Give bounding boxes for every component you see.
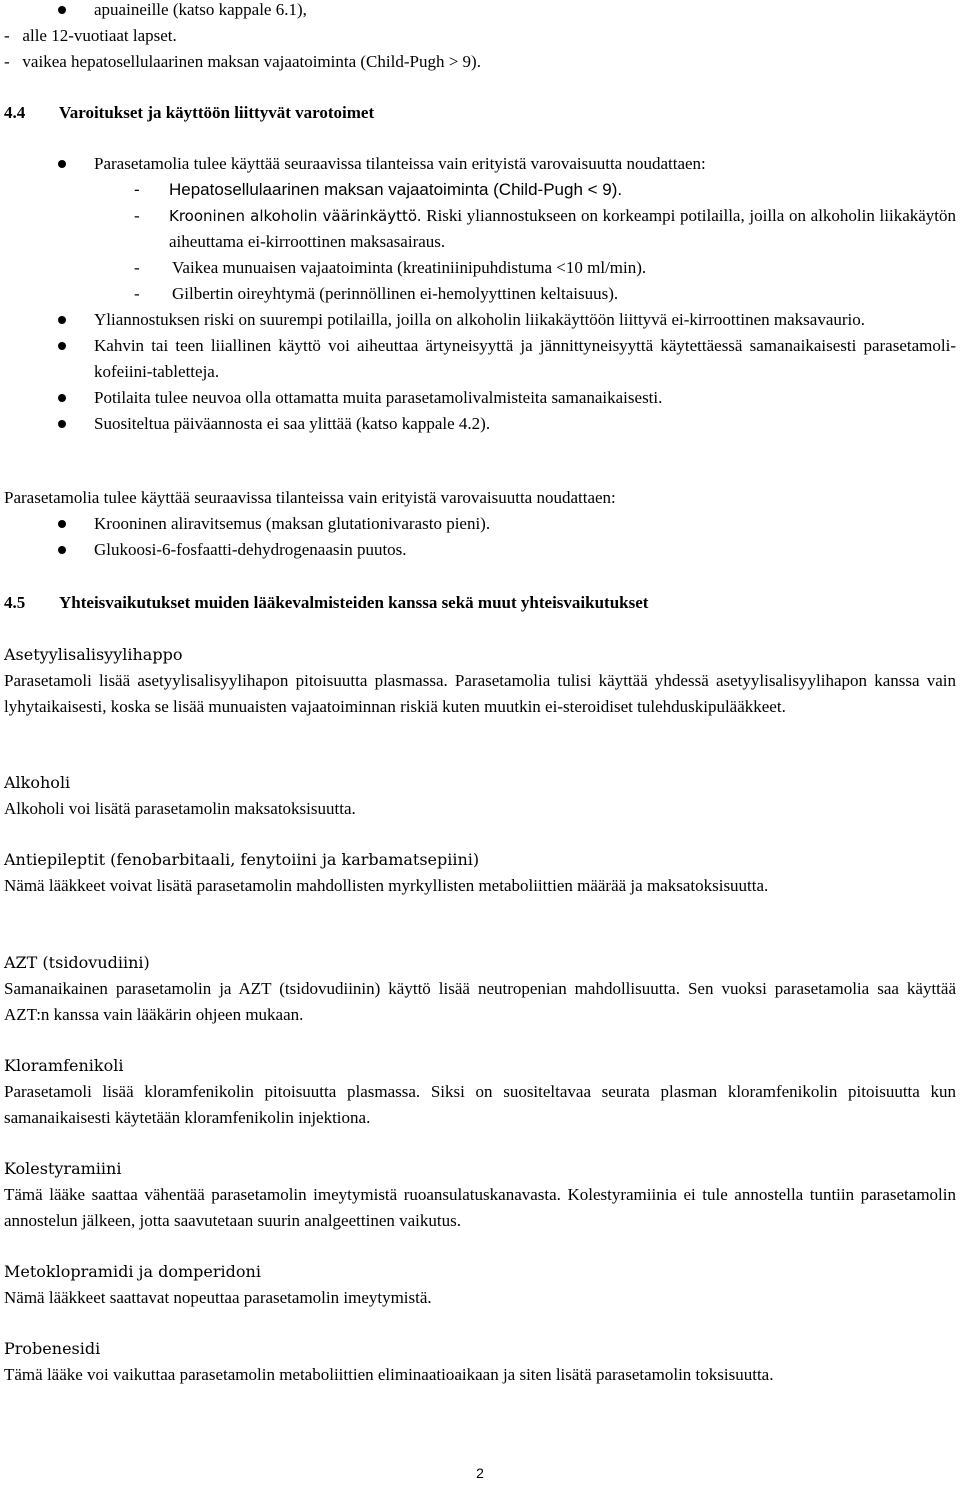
bullet-item (4, 307, 956, 333)
dash-item (4, 49, 481, 75)
section-heading (4, 100, 374, 126)
dash-icon: - (4, 26, 23, 45)
interaction-item (4, 770, 956, 822)
interaction-heading: Kolestyramiini (4, 1159, 122, 1178)
bullet-text: Yliannostuksen riski on suurempi potilailla, joilla on alkoholin liikakäyttöön liittyvä ei-kirroottinen maksavaurio. (94, 310, 866, 329)
interaction-text: Samanaikainen parasetamolin ja AZT (tsidovudiinin) käyttö lisää neutropenian mahdollisuutta. Sen vuoksi parasetamolia saa käyttää AZT:n kanssa vain lääkärin ohjeen mukaan. (4, 979, 956, 1024)
bullet-item (4, 333, 956, 385)
bullet-icon (58, 420, 66, 428)
paragraph: Parasetamolia tulee käyttää seuraavissa tilanteissa vain erityistä varovaisuutta noudattaen: (4, 488, 616, 507)
section-title: Varoitukset ja käyttöön liittyvät varotoimet (59, 103, 375, 122)
interaction-text: Alkoholi voi lisätä parasetamolin maksatoksisuutta. (4, 799, 356, 818)
dash-text: Riski yliannostukseen on korkeampi potilailla, joilla on alkoholin liikakäytön aiheuttama ei-kirroottinen maksasairaus. (169, 206, 957, 251)
dash-item (4, 177, 956, 203)
interaction-text: Parasetamoli lisää asetyylisalisyylihapon pitoisuutta plasmassa. Parasetamolia tulisi käyttää yhdessä asetyylisalisyylihapon kanssa vain lyhytaikaisesti, koska se lisää munuaisten vajaatoiminnan riskiä kuten muutkin ei-steroidiset tulehduskipulääkkeet. (4, 671, 956, 716)
interaction-item (4, 1336, 956, 1388)
bullet-text: Parasetamolia tulee käyttää seuraavissa tilanteissa vain erityistä varovaisuutta noudattaen: (94, 154, 706, 173)
dash-item (4, 255, 956, 281)
interaction-text: Nämä lääkkeet voivat lisätä parasetamolin mahdollisten myrkyllisten metaboliittien määrää ja maksatoksisuutta. (4, 876, 769, 895)
bullet-text: Glukoosi-6-fosfaatti-dehydrogenaasin puutos. (94, 540, 407, 559)
dash-text: Gilbertin oireyhtymä (perinnöllinen ei-hemolyyttinen keltaisuus). (172, 284, 619, 303)
dash-icon: - (4, 52, 23, 71)
interaction-text: Tämä lääke saattaa vähentää parasetamolin imeytymistä ruoansulatuskanavasta. Kolestyramiinia ei tule annostella tuntiin parasetamolin annostelun jälkeen, jotta saavutetaan suurin analgeettinen vaikutus. (4, 1185, 956, 1230)
interaction-heading: Probenesidi (4, 1339, 101, 1358)
bullet-item (4, 385, 956, 411)
page-number: 2 (476, 1465, 484, 1481)
bullet-item (4, 511, 956, 537)
bullet-text: Suositeltua päiväannosta ei saa ylittää (katso kappale 4.2). (94, 414, 491, 433)
section-number: 4.5 (4, 593, 26, 612)
interaction-heading: Alkoholi (4, 773, 71, 792)
interaction-item (4, 847, 956, 899)
interaction-heading: Antiepileptit (fenobarbitaali, fenytoiini ja karbamatsepiini) (4, 850, 480, 869)
bullet-icon (58, 546, 66, 554)
interaction-heading: Metoklopramidi ja domperidoni (4, 1262, 261, 1281)
dash-text: vaikea hepatosellulaarinen maksan vajaatoiminta (Child-Pugh > 9). (22, 52, 481, 71)
bullet-icon (58, 520, 66, 528)
interaction-text: Parasetamoli lisää kloramfenikolin pitoisuutta plasmassa. Siksi on suositeltavaa seurata plasman kloramfenikolin pitoisuutta kun samanaikaisesti käytetään kloramfenikolin injektiona. (4, 1082, 956, 1127)
interaction-item (4, 642, 956, 720)
dash-text: Vaikea munuaisen vajaatoiminta (kreatiniinipuhdistuma <10 ml/min). (172, 258, 647, 277)
interaction-item (4, 1259, 956, 1311)
bullet-text: Potilaita tulee neuvoa olla ottamatta muita parasetamolivalmisteita samanaikaisesti. (94, 388, 663, 407)
dash-item (4, 23, 177, 49)
dash-text: Krooninen alkoholin väärinkäyttö. (169, 207, 422, 225)
bullet-icon (58, 342, 66, 350)
interaction-item (4, 950, 956, 1028)
dash-item (4, 203, 956, 255)
dash-icon: - (134, 180, 140, 199)
bullet-text: Krooninen aliravitsemus (maksan glutationivarasto pieni). (94, 514, 491, 533)
interaction-item (4, 1156, 956, 1234)
bullet-item (4, 151, 956, 177)
interaction-heading: AZT (tsidovudiini) (4, 953, 150, 972)
interaction-text: Nämä lääkkeet saattavat nopeuttaa parasetamolin imeytymistä. (4, 1288, 432, 1307)
bullet-icon (58, 316, 66, 324)
dash-icon: - (134, 258, 140, 277)
bullet-item (4, 411, 956, 437)
bullet-item (4, 0, 960, 23)
bullet-text: apuaineille (katso kappale 6.1), (94, 0, 307, 19)
bullet-icon (58, 160, 66, 168)
section-title: Yhteisvaikutukset muiden lääkevalmisteiden kanssa sekä muut yhteisvaikutukset (59, 593, 649, 612)
dash-text: Hepatosellulaarinen maksan vajaatoiminta (Child-Pugh < 9). (169, 180, 623, 199)
interaction-heading: Kloramfenikoli (4, 1056, 124, 1075)
bullet-icon (58, 394, 66, 402)
interaction-item (4, 1053, 956, 1131)
dash-item (4, 281, 956, 307)
dash-text: alle 12-vuotiaat lapset. (22, 26, 177, 45)
bullet-icon (58, 6, 66, 14)
dash-icon: - (134, 206, 140, 225)
section-number: 4.4 (4, 103, 26, 122)
interaction-heading: Asetyylisalisyylihappo (4, 645, 183, 664)
bullet-item (4, 537, 956, 563)
dash-icon: - (134, 284, 140, 303)
interaction-text: Tämä lääke voi vaikuttaa parasetamolin metaboliittien eliminaatioaikaan ja siten lisätä parasetamolin toksisuutta. (4, 1365, 774, 1384)
section-heading (4, 590, 648, 616)
bullet-text: Kahvin tai teen liiallinen käyttö voi aiheuttaa ärtyneisyyttä ja jännittyneisyyttä käytettäessä samanaikaisesti parasetamoli-kofeiini-tabletteja. (94, 336, 956, 381)
